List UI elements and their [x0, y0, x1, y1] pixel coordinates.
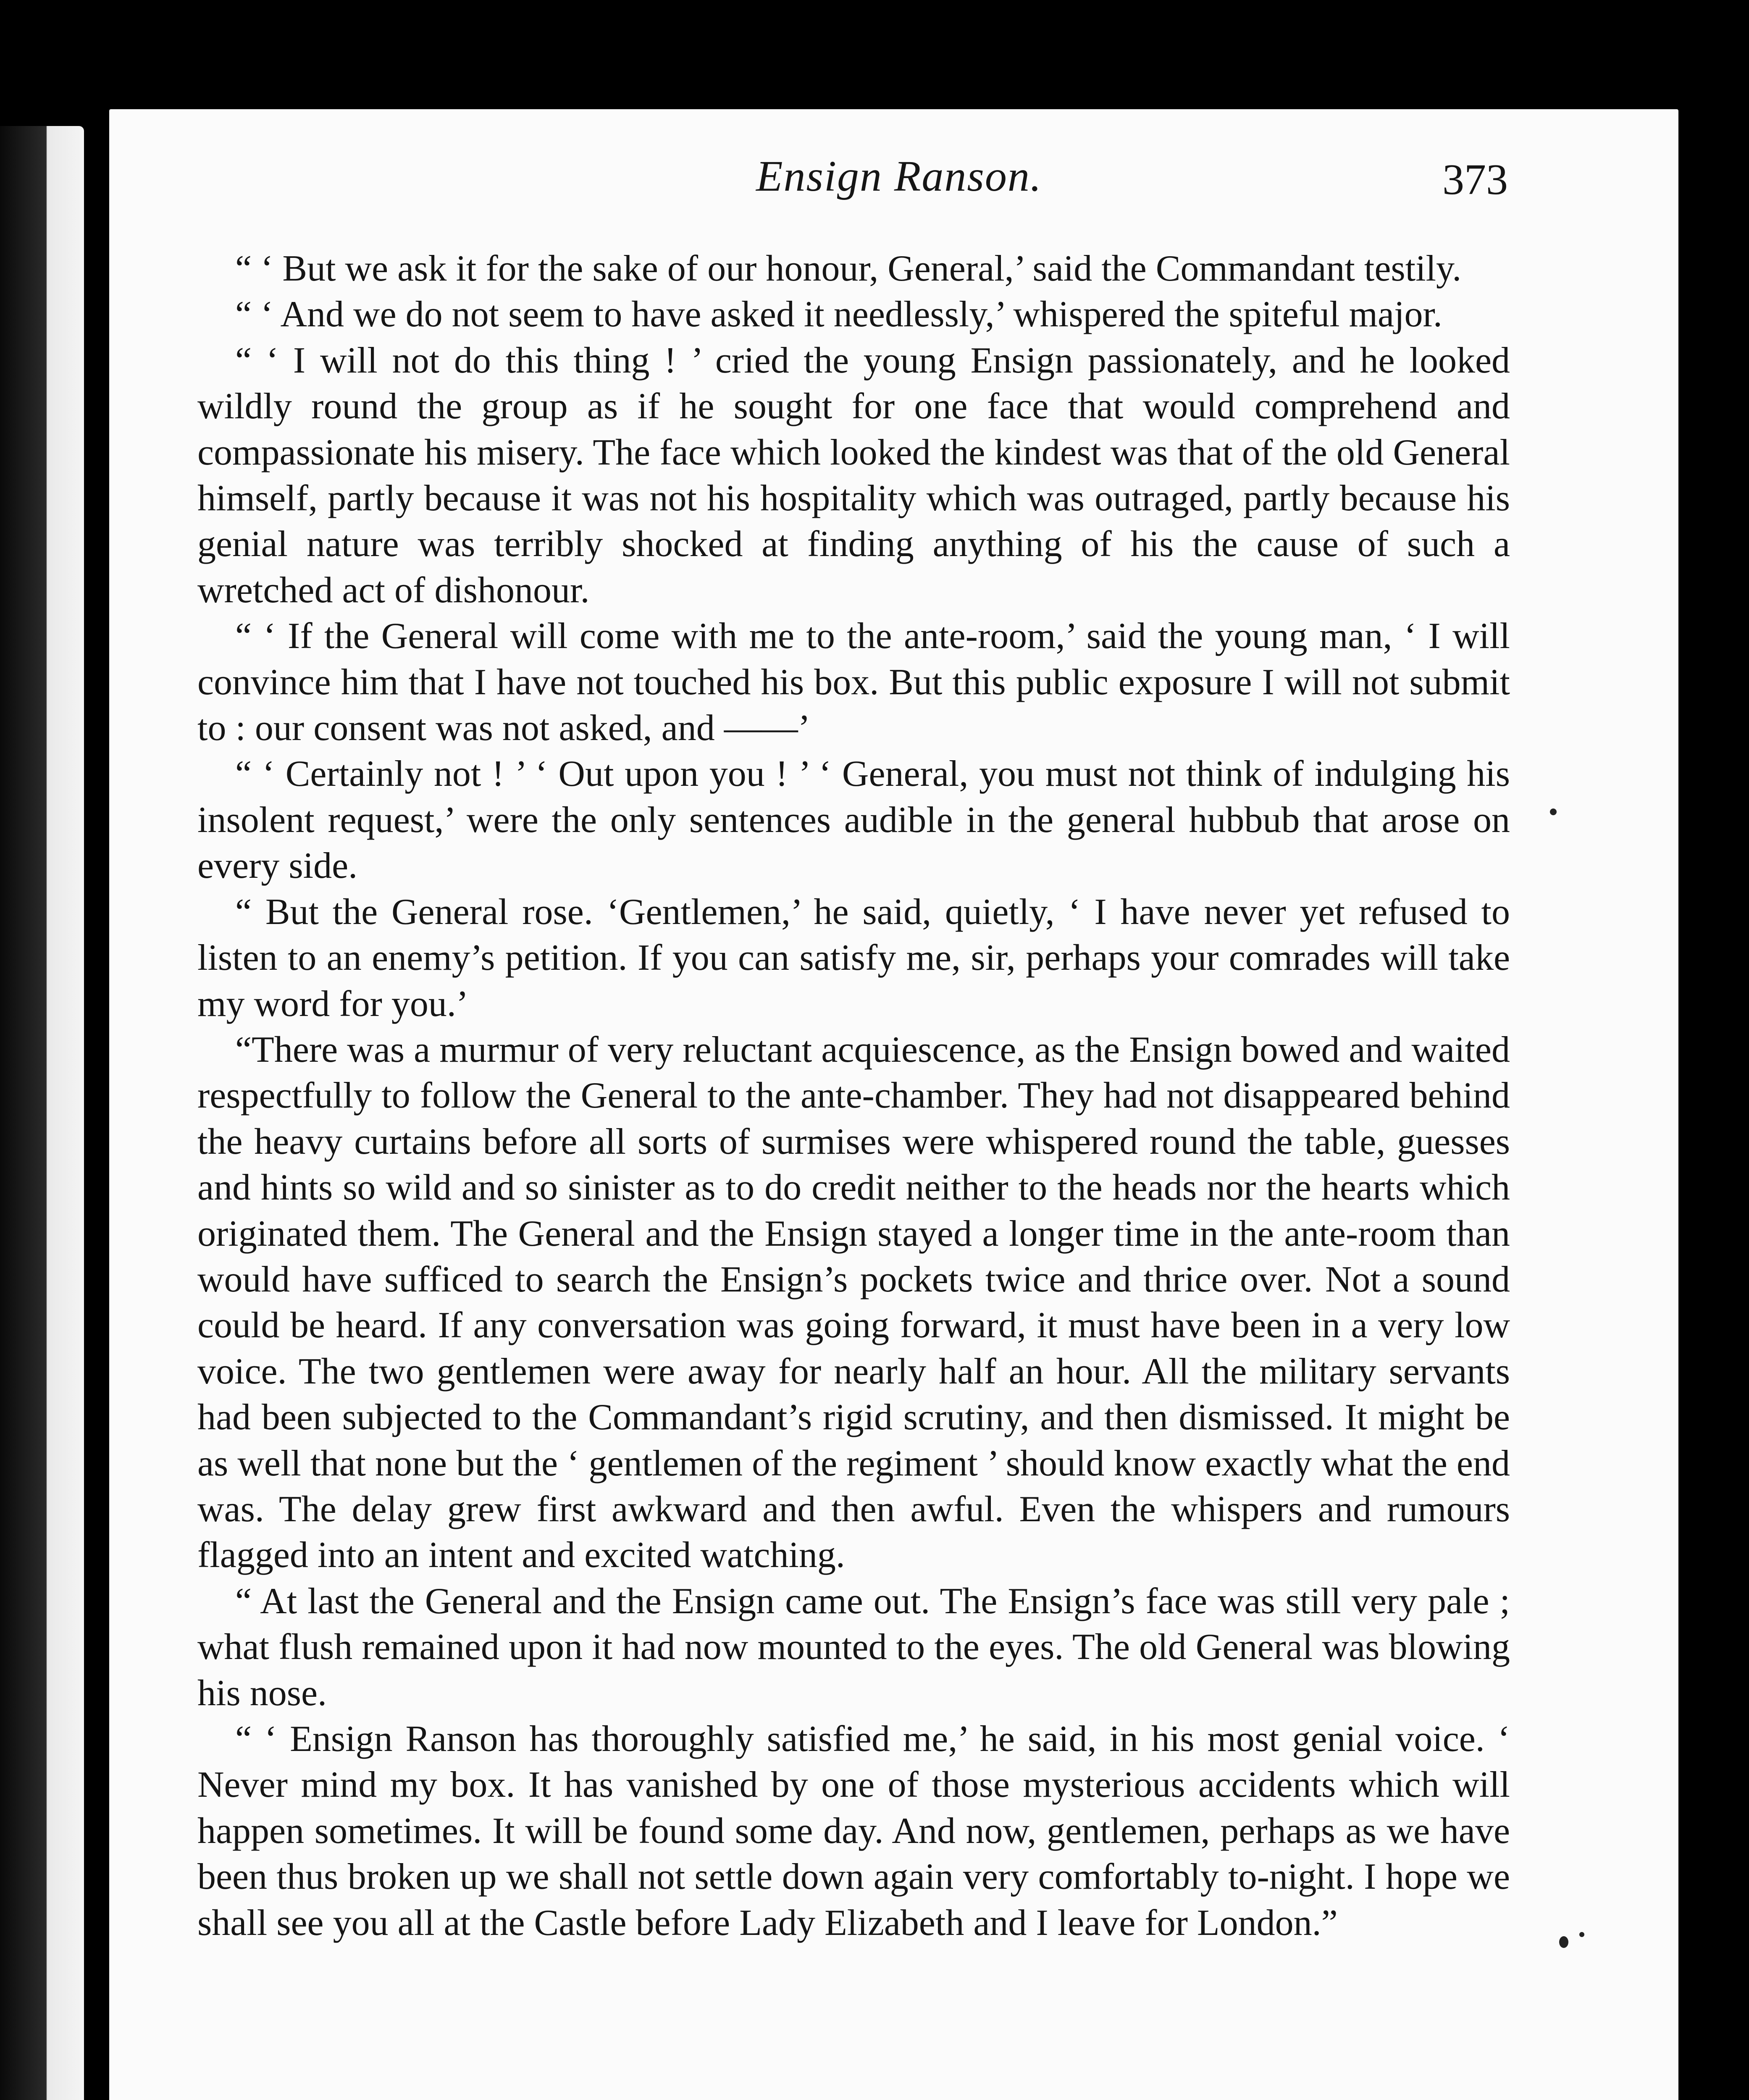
paragraph: “ ‘ If the General will come with me to the ante-room,’ said the young man, ‘ I will convince him that I have not touched his box. But this public exposure I will not submit to : our consent was not asked, and ——’ [197, 616, 1510, 749]
facing-page-edge [0, 126, 84, 2100]
running-head [197, 151, 1508, 214]
ink-speck [1579, 1932, 1584, 1937]
ink-speck [1550, 808, 1557, 815]
paragraph: “There was a murmur of very reluctant acquiescence, as the Ensign bowed and waited respectfully to follow the General to the ante-chamber. They had not disappeared behind the heavy curtains before all sorts of surmises were whispered round the table, guesses and hints so wild and so sinister as to do credit neither to the heads nor the hearts which originated them. The General and the Ensign stayed a longer time in the ante-room than would have sufficed to search the Ensign’s pockets twice and thrice over. Not a sound could be heard. If any conversation was going forward, it must have been in a very low voice. The two gentlemen were away for nearly half an hour. All the military servants had been subjected to the Commandant’s rigid scrutiny, and then dismissed. It might be as well that none but the ‘ gentlemen of the regiment ’ should know exactly what the end was. The delay grew first awkward and then awful. Even the whispers and rumours flagged into an intent and excited watching. [197, 1029, 1510, 1576]
running-title: Ensign Ranson. [756, 152, 1042, 200]
book-spine-shadow [84, 126, 109, 2100]
paragraph: “ ‘ Certainly not ! ’ ‘ Out upon you ! ’ ‘ General, you must not think of indulging his insolent request,’ were the only sentences audible in the general hubbub that arose on every side. [197, 753, 1510, 887]
body-text [197, 246, 1510, 1946]
paragraph: “ At last the General and the Ensign came out. The Ensign’s face was still very pale ; what flush remained upon it had now mounted to the eyes. The old General was blowing his nose. [197, 1580, 1510, 1714]
page-number: 373 [1442, 155, 1508, 204]
paragraph: “ ‘ I will not do this thing ! ’ cried the young Ensign passionately, and he looked wildly round the group as if he sought for one face that would comprehend and compassionate his misery. The face which looked the kindest was that of the old General himself, partly because it was not his hospitality which was outraged, partly because his genial nature was terribly shocked at finding anything of his the cause of such a wretched act of dishonour. [197, 340, 1510, 611]
paragraph: “ ‘ And we do not seem to have asked it needlessly,’ whispered the spiteful major. [235, 294, 1442, 335]
ink-speck [1559, 1936, 1568, 1948]
paragraph: “ ‘ Ensign Ranson has thoroughly satisfied me,’ he said, in his most genial voice. ‘ Never mind my box. It has vanished by one of those mysterious accidents which will happen sometimes. It will be found some day. And now, gentlemen, perhaps as we have been thus broken up we shall not settle down again very comfortably to-night. I hope we shall see you all at the Castle before Lady Elizabeth and I leave for London.” [197, 1719, 1510, 1943]
paragraph: “ ‘ But we ask it for the sake of our honour, General,’ said the Commandant testily. [235, 248, 1462, 289]
paragraph: “ But the General rose. ‘Gentlemen,’ he said, quietly, ‘ I have never yet refused to listen to an enemy’s petition. If you can satisfy me, sir, perhaps your comrades will take my word for you.’ [197, 891, 1510, 1024]
